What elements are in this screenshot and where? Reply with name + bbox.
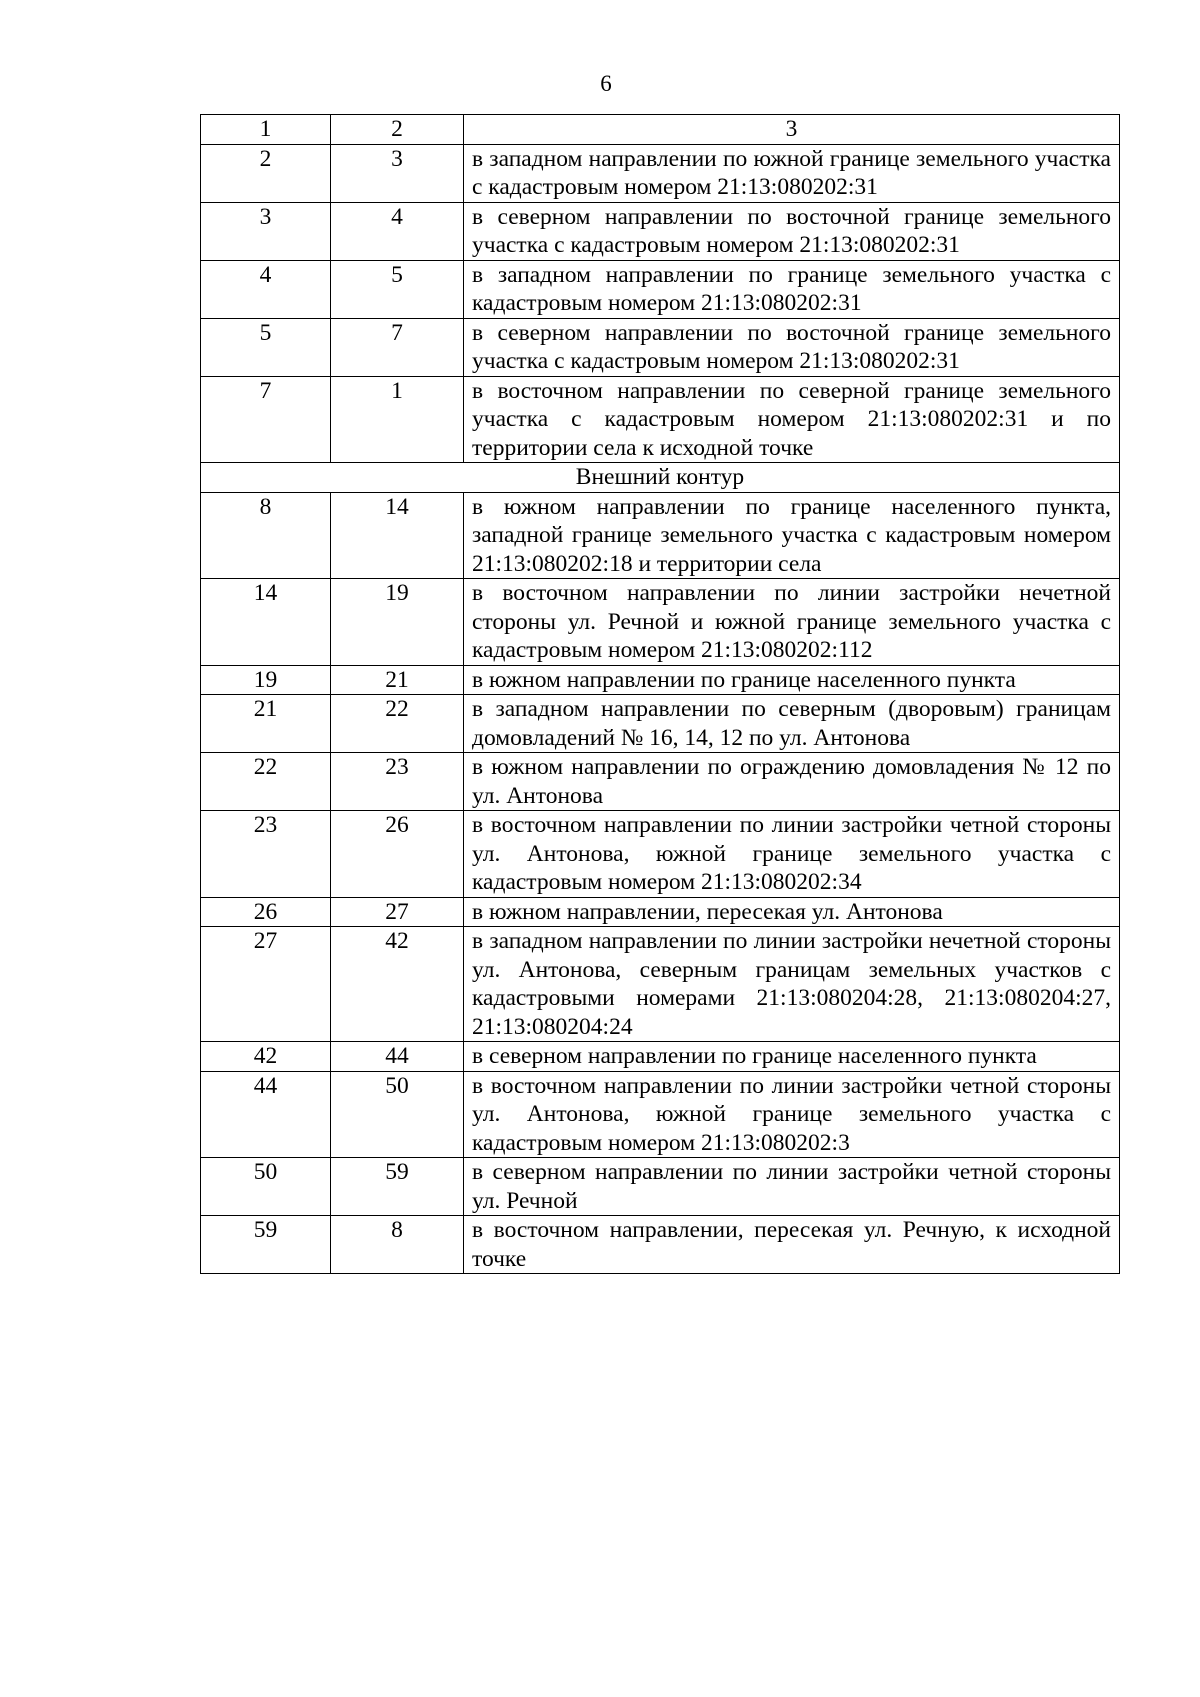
point-from-cell: 7: [201, 376, 331, 463]
point-from-cell: 23: [201, 811, 331, 898]
point-from-cell: 42: [201, 1042, 331, 1072]
boundary-description-cell: в северном направлении по восточной границе земельного участка с кадастровым номером 21:13:080202:31: [464, 318, 1120, 376]
point-from-cell: 2: [201, 144, 331, 202]
table-row: [201, 811, 1120, 898]
column-header-to: 2: [331, 115, 464, 145]
table-row: [201, 260, 1120, 318]
point-from-cell: 50: [201, 1158, 331, 1216]
page-number: 6: [600, 71, 612, 96]
table-row: [201, 1216, 1120, 1274]
point-to-cell: 23: [331, 753, 464, 811]
point-from-cell: 19: [201, 665, 331, 695]
table-row: [201, 753, 1120, 811]
point-to-cell: 27: [331, 897, 464, 927]
section-row: [201, 463, 1120, 493]
point-to-cell: 42: [331, 927, 464, 1042]
boundary-description-cell: в южном направлении, пересекая ул. Антонова: [464, 897, 1120, 927]
point-to-cell: 4: [331, 202, 464, 260]
table-row: [201, 202, 1120, 260]
point-to-cell: 8: [331, 1216, 464, 1274]
point-to-cell: 50: [331, 1071, 464, 1158]
boundary-description-cell: в западном направлении по южной границе земельного участка с кадастровым номером 21:13:080202:31: [464, 144, 1120, 202]
boundary-description-cell: в западном направлении по северным (дворовым) границам домовладений № 16, 14, 12 по ул. Антонова: [464, 695, 1120, 753]
point-to-cell: 1: [331, 376, 464, 463]
boundary-description-cell: в западном направлении по линии застройки нечетной стороны ул. Антонова, северным границам земельных участков с кадастровыми номерами 21:13:080204:28, 21:13:080204:27, 21:13:080204:24: [464, 927, 1120, 1042]
boundary-description-cell: в западном направлении по границе земельного участка с кадастровым номером 21:13:080202:31: [464, 260, 1120, 318]
table-row: [201, 144, 1120, 202]
table-row: [201, 492, 1120, 579]
point-to-cell: 22: [331, 695, 464, 753]
point-to-cell: 7: [331, 318, 464, 376]
point-from-cell: 4: [201, 260, 331, 318]
point-from-cell: 8: [201, 492, 331, 579]
boundary-description-cell: в северном направлении по линии застройки четной стороны ул. Речной: [464, 1158, 1120, 1216]
point-to-cell: 3: [331, 144, 464, 202]
point-from-cell: 22: [201, 753, 331, 811]
boundary-description-cell: в южном направлении по границе населенного пункта: [464, 665, 1120, 695]
section-title: Внешний контур: [201, 463, 1120, 493]
column-header-description: 3: [464, 115, 1120, 145]
point-from-cell: 14: [201, 579, 331, 666]
point-from-cell: 3: [201, 202, 331, 260]
point-to-cell: 44: [331, 1042, 464, 1072]
table-row: [201, 1071, 1120, 1158]
boundary-description-cell: в восточном направлении, пересекая ул. Речную, к исходной точке: [464, 1216, 1120, 1274]
point-from-cell: 27: [201, 927, 331, 1042]
point-to-cell: 26: [331, 811, 464, 898]
point-from-cell: 44: [201, 1071, 331, 1158]
table-row: [201, 318, 1120, 376]
table-row: [201, 665, 1120, 695]
boundary-description-cell: в восточном направлении по линии застройки четной стороны ул. Антонова, южной границе земельного участка с кадастровым номером 21:13:080202:34: [464, 811, 1120, 898]
point-from-cell: 26: [201, 897, 331, 927]
point-from-cell: 21: [201, 695, 331, 753]
table-row: [201, 579, 1120, 666]
table-header-row: [201, 115, 1120, 145]
boundary-description-cell: в северном направлении по границе населенного пункта: [464, 1042, 1120, 1072]
point-to-cell: 19: [331, 579, 464, 666]
column-header-from: 1: [201, 115, 331, 145]
table-row: [201, 695, 1120, 753]
point-to-cell: 5: [331, 260, 464, 318]
boundary-description-cell: в северном направлении по восточной границе земельного участка с кадастровым номером 21:13:080202:31: [464, 202, 1120, 260]
boundary-description-cell: в восточном направлении по линии застройки четной стороны ул. Антонова, южной границе земельного участка с кадастровым номером 21:13:080202:3: [464, 1071, 1120, 1158]
point-to-cell: 14: [331, 492, 464, 579]
table-row: [201, 927, 1120, 1042]
boundary-description-cell: в южном направлении по ограждению домовладения № 12 по ул. Антонова: [464, 753, 1120, 811]
table-row: [201, 897, 1120, 927]
table-row: [201, 1158, 1120, 1216]
point-from-cell: 59: [201, 1216, 331, 1274]
table-row: [201, 1042, 1120, 1072]
point-to-cell: 21: [331, 665, 464, 695]
point-to-cell: 59: [331, 1158, 464, 1216]
table-row: [201, 376, 1120, 463]
boundary-description-table: [200, 114, 1120, 1274]
point-from-cell: 5: [201, 318, 331, 376]
boundary-description-cell: в восточном направлении по линии застройки нечетной стороны ул. Речной и южной границе земельного участка с кадастровым номером 21:13:080202:112: [464, 579, 1120, 666]
boundary-description-cell: в южном направлении по границе населенного пункта, западной границе земельного участка с кадастровым номером 21:13:080202:18 и территории села: [464, 492, 1120, 579]
boundary-description-cell: в восточном направлении по северной границе земельного участка с кадастровым номером 21:13:080202:31 и по территории села к исходной точке: [464, 376, 1120, 463]
